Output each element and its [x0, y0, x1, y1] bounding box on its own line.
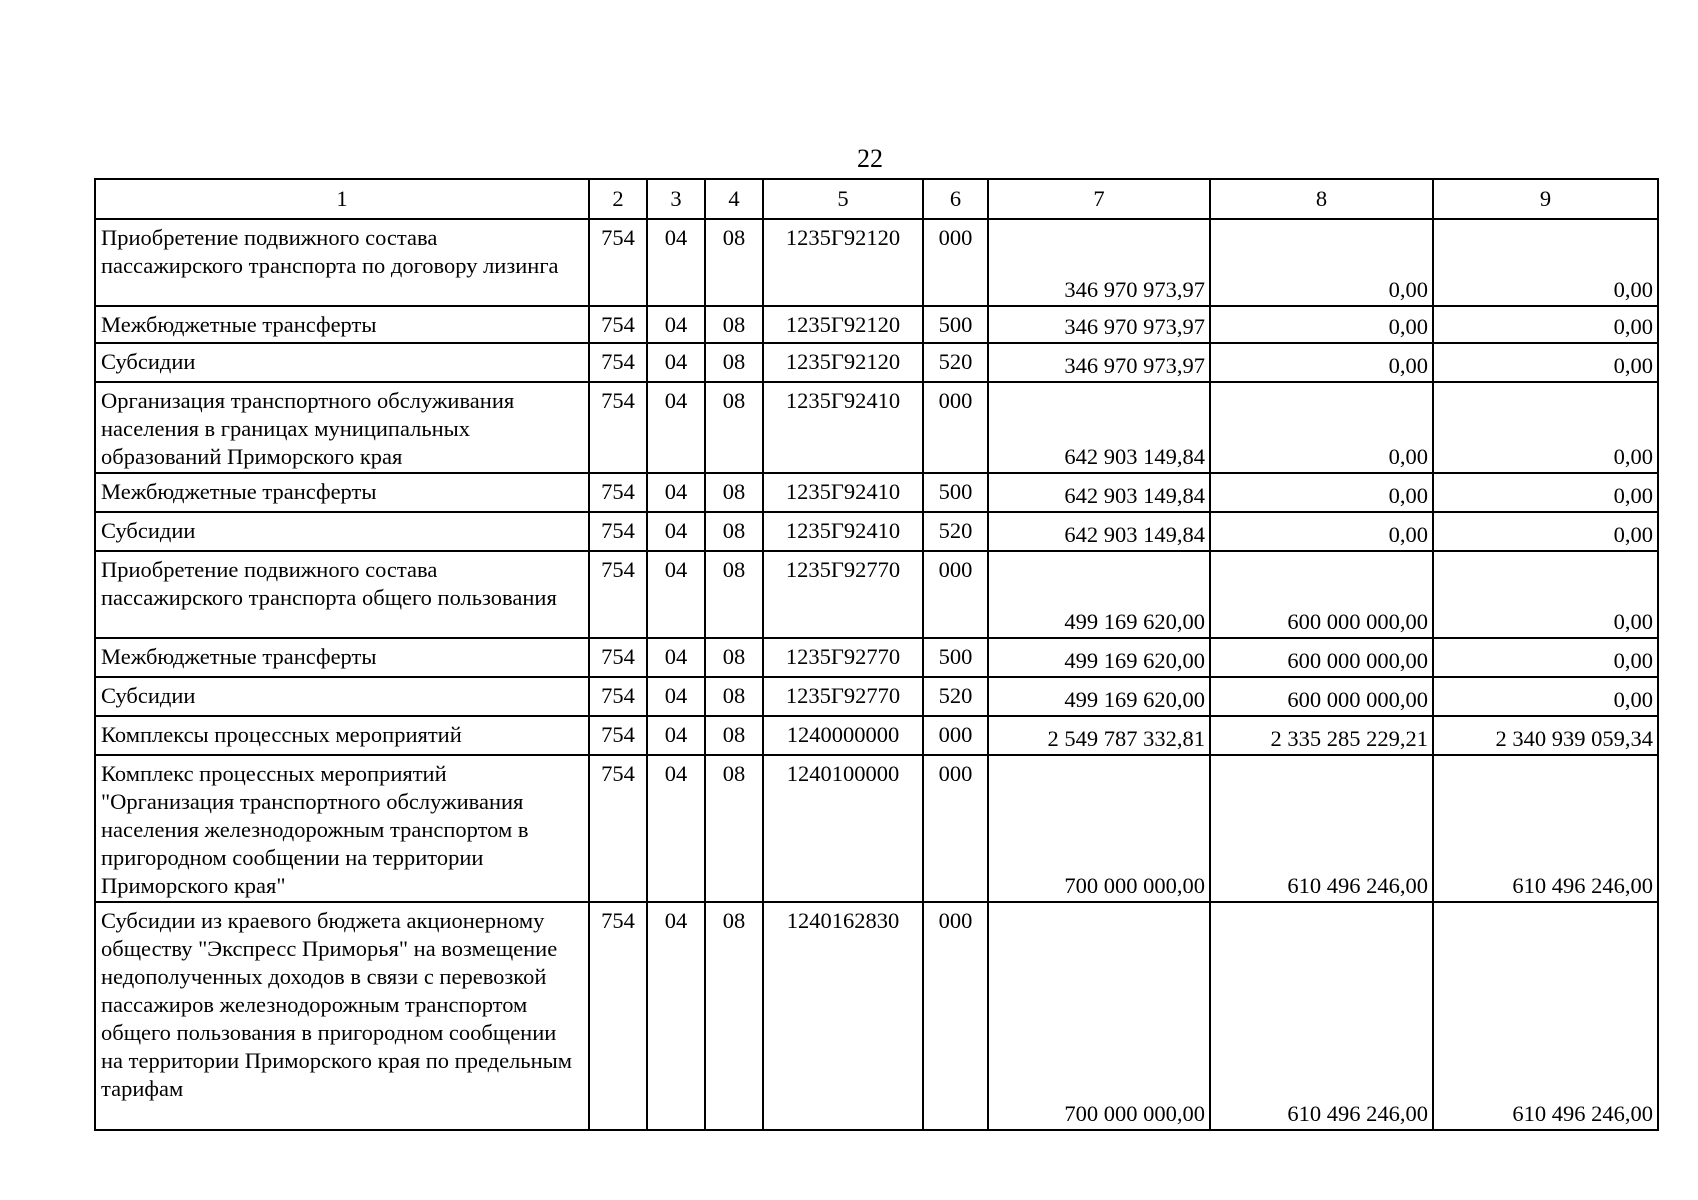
cell-code: 754 [589, 716, 647, 755]
cell-amount: 0,00 [1433, 382, 1658, 473]
cell-amount: 600 000 000,00 [1210, 638, 1433, 677]
cell-amount: 0,00 [1210, 382, 1433, 473]
cell-code: 500 [923, 638, 988, 677]
table-row [95, 306, 1658, 343]
cell-amount: 0,00 [1433, 473, 1658, 512]
row-name: Субсидии [95, 343, 589, 382]
cell-amount: 346 970 973,97 [988, 306, 1210, 343]
cell-code: 754 [589, 902, 647, 1130]
row-name: Приобретение подвижного состава пассажирского транспорта общего пользования [95, 551, 589, 638]
cell-code: 520 [923, 677, 988, 716]
cell-code: 1235Г92410 [763, 382, 923, 473]
cell-code: 1235Г92410 [763, 473, 923, 512]
table-row [95, 716, 1658, 755]
cell-amount: 2 335 285 229,21 [1210, 716, 1433, 755]
table-row [95, 551, 1658, 638]
cell-code: 04 [647, 512, 705, 551]
cell-amount: 0,00 [1210, 219, 1433, 306]
cell-code: 520 [923, 512, 988, 551]
table-row [95, 677, 1658, 716]
cell-code: 754 [589, 382, 647, 473]
column-header: 3 [647, 179, 705, 219]
column-header: 1 [95, 179, 589, 219]
cell-amount: 642 903 149,84 [988, 382, 1210, 473]
cell-amount: 0,00 [1433, 677, 1658, 716]
cell-code: 1235Г92770 [763, 551, 923, 638]
column-header: 9 [1433, 179, 1658, 219]
cell-code: 08 [705, 638, 763, 677]
row-name: Комплексы процессных мероприятий [95, 716, 589, 755]
row-name: Межбюджетные трансферты [95, 638, 589, 677]
column-header: 7 [988, 179, 1210, 219]
cell-code: 754 [589, 512, 647, 551]
column-header: 6 [923, 179, 988, 219]
cell-amount: 0,00 [1210, 306, 1433, 343]
row-name: Комплекс процессных мероприятий "Организация транспортного обслуживания населения железнодорожным транспортом в пригородном сообщении на территории Приморского края" [95, 755, 589, 902]
cell-amount: 0,00 [1433, 551, 1658, 638]
table-row [95, 638, 1658, 677]
cell-code: 754 [589, 755, 647, 902]
cell-amount: 0,00 [1433, 343, 1658, 382]
row-name: Межбюджетные трансферты [95, 306, 589, 343]
cell-code: 754 [589, 306, 647, 343]
column-header: 5 [763, 179, 923, 219]
cell-amount: 610 496 246,00 [1433, 902, 1658, 1130]
cell-code: 000 [923, 755, 988, 902]
cell-amount: 600 000 000,00 [1210, 551, 1433, 638]
cell-code: 04 [647, 343, 705, 382]
cell-code: 08 [705, 677, 763, 716]
row-name: Субсидии из краевого бюджета акционерному обществу "Экспресс Приморья" на возмещение недополученных доходов в связи с перевозкой пассажиров железнодорожным транспортом общего пользования в пригородном сообщении на территории Приморского края по предельным тарифам [95, 902, 589, 1130]
cell-amount: 0,00 [1210, 473, 1433, 512]
cell-amount: 2 549 787 332,81 [988, 716, 1210, 755]
cell-code: 08 [705, 512, 763, 551]
cell-code: 08 [705, 473, 763, 512]
cell-code: 520 [923, 343, 988, 382]
cell-amount: 0,00 [1210, 512, 1433, 551]
budget-table [94, 178, 1659, 1131]
page-number: 22 [857, 144, 883, 173]
cell-amount: 610 496 246,00 [1210, 902, 1433, 1130]
cell-code: 000 [923, 219, 988, 306]
cell-code: 04 [647, 677, 705, 716]
cell-code: 08 [705, 716, 763, 755]
cell-amount: 600 000 000,00 [1210, 677, 1433, 716]
row-name: Приобретение подвижного состава пассажирского транспорта по договору лизинга [95, 219, 589, 306]
cell-amount: 610 496 246,00 [1210, 755, 1433, 902]
cell-amount: 0,00 [1433, 219, 1658, 306]
cell-code: 500 [923, 473, 988, 512]
row-name: Межбюджетные трансферты [95, 473, 589, 512]
row-name: Субсидии [95, 677, 589, 716]
cell-code: 04 [647, 382, 705, 473]
cell-code: 04 [647, 551, 705, 638]
cell-amount: 499 169 620,00 [988, 551, 1210, 638]
table-row [95, 755, 1658, 902]
cell-code: 04 [647, 219, 705, 306]
cell-code: 08 [705, 219, 763, 306]
cell-code: 1240000000 [763, 716, 923, 755]
cell-amount: 700 000 000,00 [988, 755, 1210, 902]
cell-code: 000 [923, 551, 988, 638]
cell-code: 04 [647, 473, 705, 512]
table-row [95, 219, 1658, 306]
cell-amount: 700 000 000,00 [988, 902, 1210, 1130]
table-row [95, 343, 1658, 382]
cell-code: 04 [647, 638, 705, 677]
cell-amount: 499 169 620,00 [988, 638, 1210, 677]
cell-code: 04 [647, 716, 705, 755]
table-row [95, 473, 1658, 512]
cell-code: 754 [589, 677, 647, 716]
cell-code: 1235Г92120 [763, 219, 923, 306]
cell-code: 08 [705, 755, 763, 902]
cell-code: 1235Г92770 [763, 638, 923, 677]
cell-amount: 499 169 620,00 [988, 677, 1210, 716]
cell-amount: 610 496 246,00 [1433, 755, 1658, 902]
cell-amount: 642 903 149,84 [988, 512, 1210, 551]
table-row [95, 382, 1658, 473]
cell-amount: 2 340 939 059,34 [1433, 716, 1658, 755]
column-header: 2 [589, 179, 647, 219]
row-name: Организация транспортного обслуживания населения в границах муниципальных образований Приморского края [95, 382, 589, 473]
cell-code: 08 [705, 551, 763, 638]
cell-code: 500 [923, 306, 988, 343]
cell-code: 1235Г92120 [763, 343, 923, 382]
cell-code: 1240100000 [763, 755, 923, 902]
cell-code: 08 [705, 343, 763, 382]
cell-code: 04 [647, 902, 705, 1130]
cell-code: 04 [647, 755, 705, 902]
cell-code: 754 [589, 638, 647, 677]
cell-code: 754 [589, 343, 647, 382]
table-row [95, 902, 1658, 1130]
cell-code: 000 [923, 902, 988, 1130]
cell-amount: 0,00 [1433, 306, 1658, 343]
cell-amount: 0,00 [1210, 343, 1433, 382]
column-header: 4 [705, 179, 763, 219]
cell-code: 754 [589, 551, 647, 638]
cell-code: 1235Г92120 [763, 306, 923, 343]
cell-code: 754 [589, 473, 647, 512]
cell-code: 000 [923, 382, 988, 473]
cell-code: 1235Г92770 [763, 677, 923, 716]
cell-amount: 346 970 973,97 [988, 343, 1210, 382]
table-row [95, 512, 1658, 551]
cell-amount: 0,00 [1433, 512, 1658, 551]
cell-amount: 642 903 149,84 [988, 473, 1210, 512]
cell-code: 1235Г92410 [763, 512, 923, 551]
cell-amount: 346 970 973,97 [988, 219, 1210, 306]
cell-code: 04 [647, 306, 705, 343]
cell-code: 000 [923, 716, 988, 755]
column-header: 8 [1210, 179, 1433, 219]
cell-code: 1240162830 [763, 902, 923, 1130]
cell-code: 08 [705, 382, 763, 473]
cell-amount: 0,00 [1433, 638, 1658, 677]
row-name: Субсидии [95, 512, 589, 551]
cell-code: 08 [705, 306, 763, 343]
cell-code: 754 [589, 219, 647, 306]
column-number-row [95, 179, 1658, 219]
cell-code: 08 [705, 902, 763, 1130]
